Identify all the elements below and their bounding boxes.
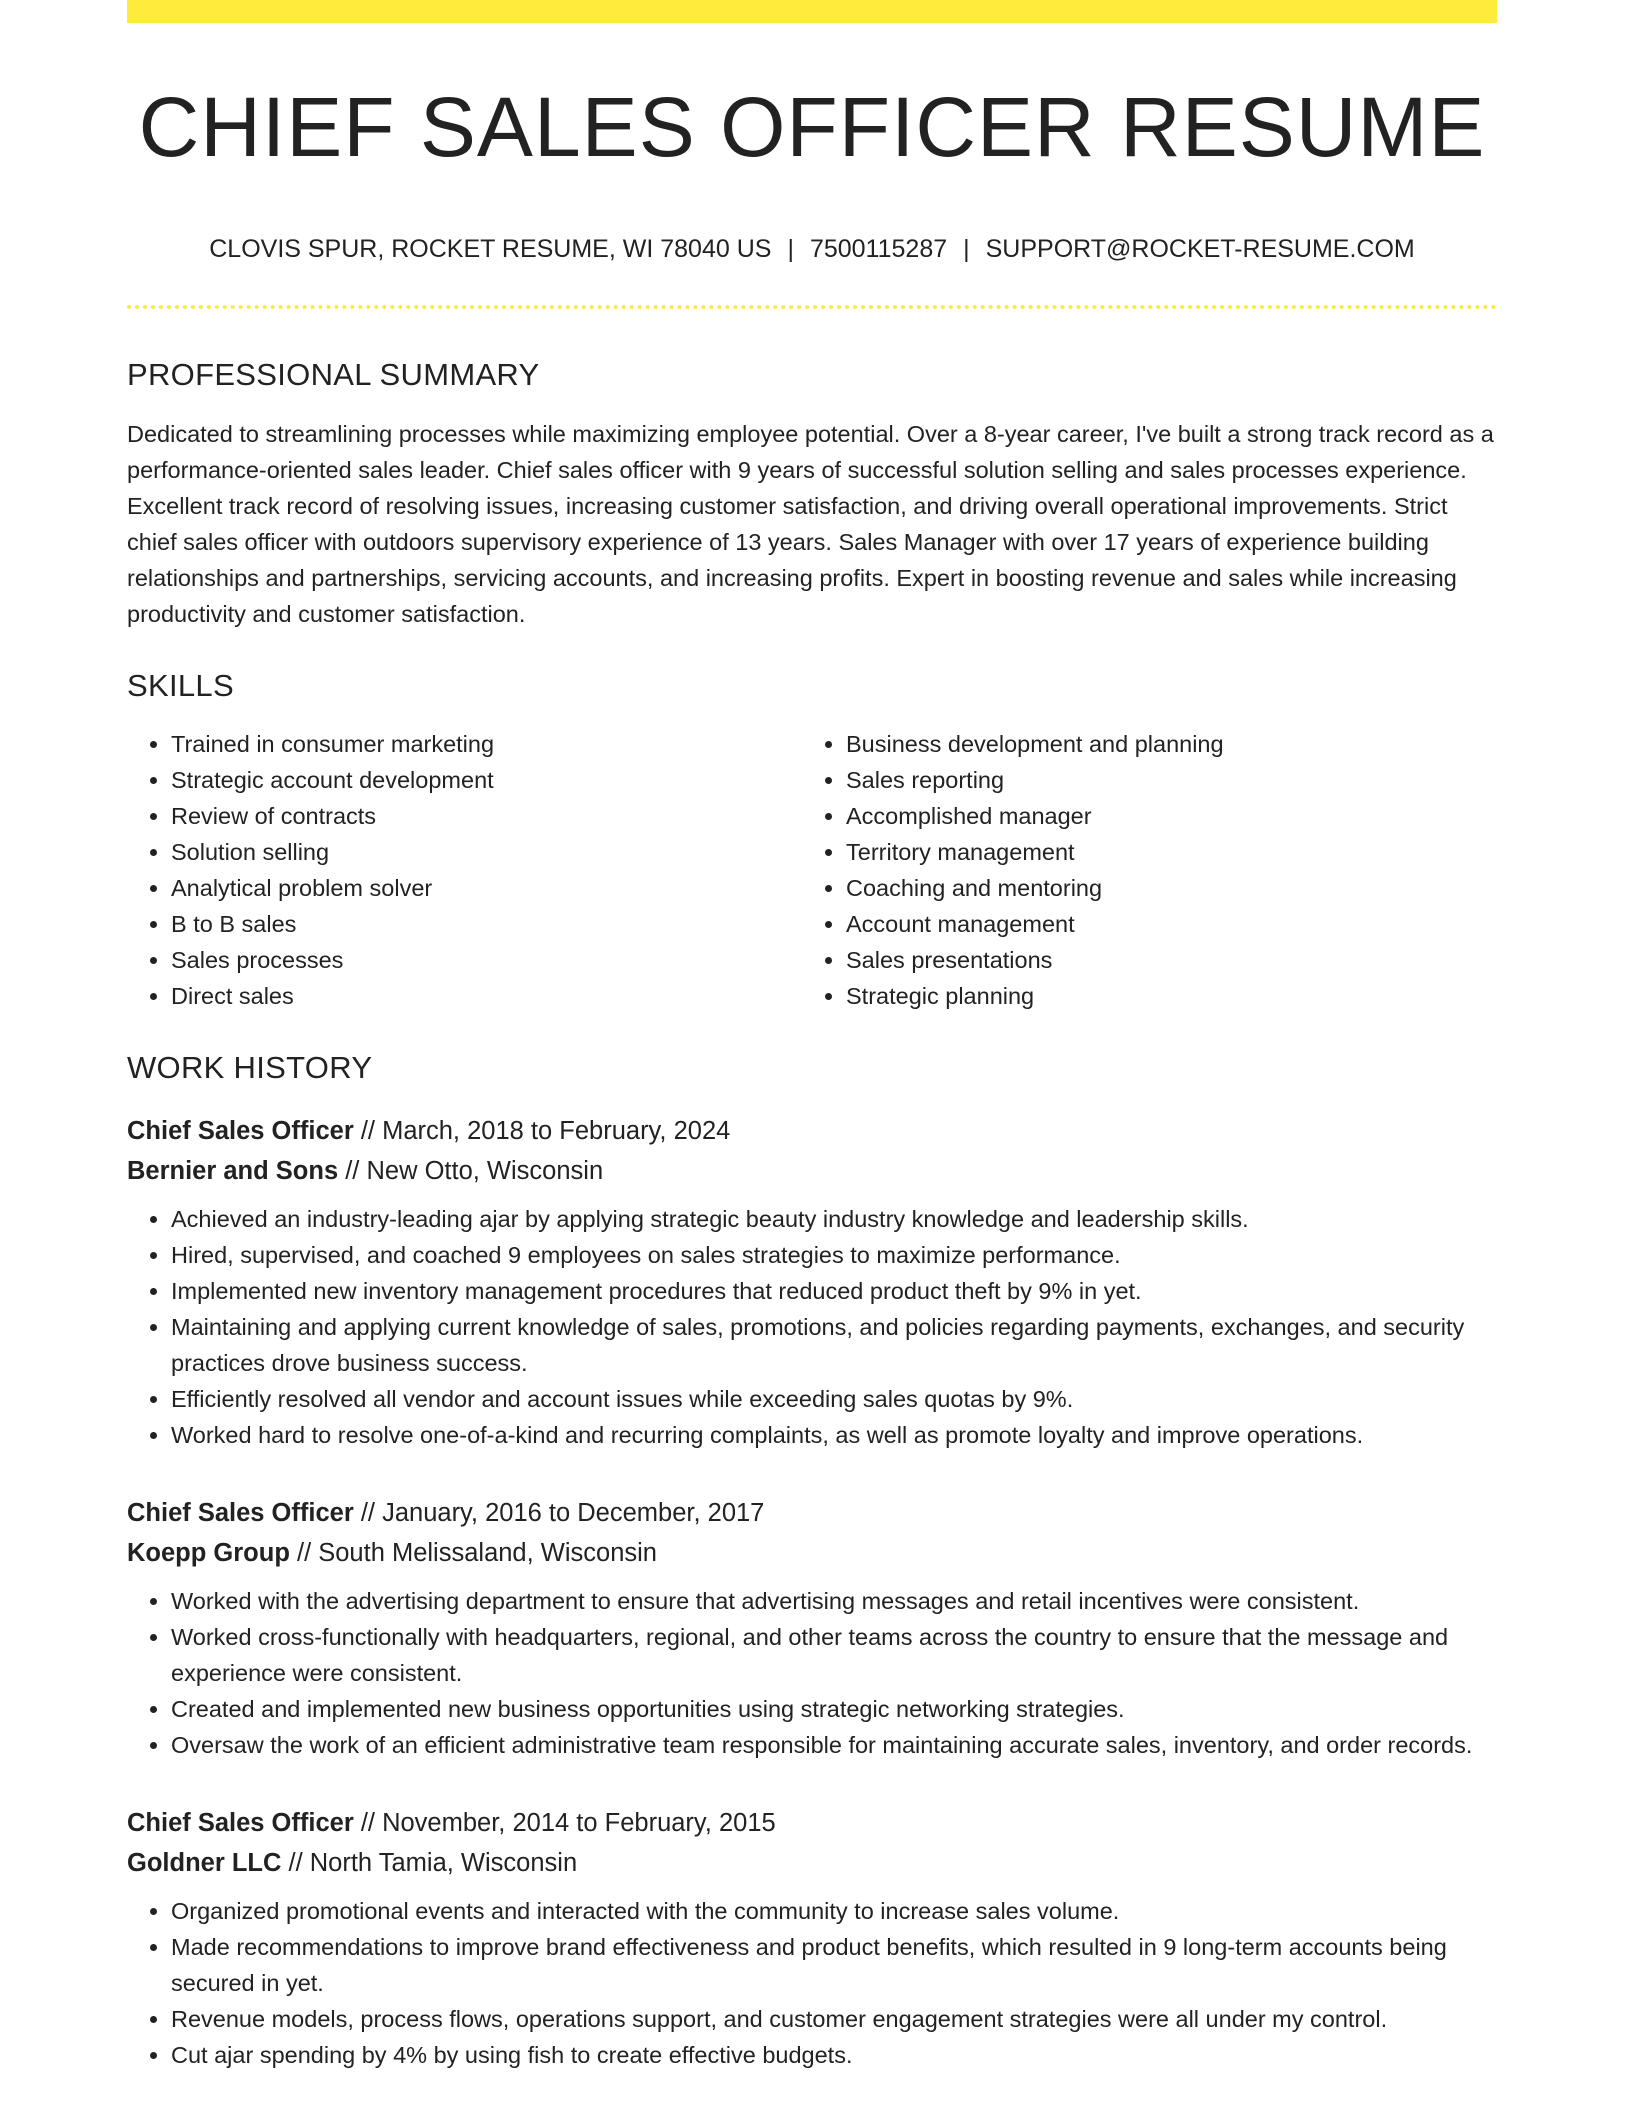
summary-heading: PROFESSIONAL SUMMARY [127, 357, 540, 392]
job-dates: // November, 2014 to February, 2015 [353, 1809, 776, 1837]
skill-item: • Trained in consumer marketing [171, 726, 802, 762]
accent-top-bar [127, 0, 1497, 23]
skill-item: • Sales reporting [846, 762, 1477, 798]
job-company: Goldner LLC [127, 1849, 282, 1877]
job-bullet: • Cut ajar spending by 4% by using fish to create effective budgets. [171, 2037, 1497, 2073]
job-location: // South Melissaland, Wisconsin [289, 1539, 657, 1567]
job-bullet-list [127, 1201, 1497, 1453]
work-history-heading: WORK HISTORY [127, 1050, 373, 1085]
job-bullet: • Worked hard to resolve one-of-a-kind and recurring complaints, as well as promote loyalty and improve operations. [171, 1417, 1497, 1453]
skill-item: • Coaching and mentoring [846, 870, 1477, 906]
dotted-divider [127, 305, 1497, 309]
job-bullet-list [127, 1893, 1497, 2073]
contact-address: CLOVIS SPUR, ROCKET RESUME, WI 78040 US [209, 235, 772, 263]
job-bullet: • Made recommendations to improve brand effectiveness and product benefits, which resulted in 9 long-term accounts being secured in yet. [171, 1929, 1497, 2001]
contact-separator: | [787, 235, 794, 263]
skill-item: • Account management [846, 906, 1477, 942]
job-title-line [127, 1803, 1497, 1843]
job-bullet: • Implemented new inventory management procedures that reduced product theft by 9% in yet. [171, 1273, 1497, 1309]
skill-item: • Territory management [846, 834, 1477, 870]
job-bullet: • Worked with the advertising department to ensure that advertising messages and retail incentives were consistent. [171, 1583, 1497, 1619]
job-title: Chief Sales Officer [127, 1499, 354, 1527]
job-bullet: • Hired, supervised, and coached 9 employees on sales strategies to maximize performance. [171, 1237, 1497, 1273]
job-company: Koepp Group [127, 1539, 290, 1567]
skills-left-column [127, 726, 802, 1014]
job-dates: // January, 2016 to December, 2017 [353, 1499, 765, 1527]
job-company: Bernier and Sons [127, 1157, 339, 1185]
job-location: // North Tamia, Wisconsin [281, 1849, 578, 1877]
job-bullet: • Achieved an industry-leading ajar by applying strategic beauty industry knowledge and leadership skills. [171, 1201, 1497, 1237]
job-bullet: • Efficiently resolved all vendor and account issues while exceeding sales quotas by 9%. [171, 1381, 1497, 1417]
job-title-line [127, 1111, 1497, 1151]
resume-title: CHIEF SALES OFFICER RESUME [138, 80, 1486, 174]
skills-heading: SKILLS [127, 668, 234, 703]
resume-page [127, 0, 1497, 2073]
job-company-line [127, 1533, 1497, 1573]
job-title: Chief Sales Officer [127, 1117, 354, 1145]
job-dates: // March, 2018 to February, 2024 [353, 1117, 731, 1145]
skill-item: • Solution selling [171, 834, 802, 870]
job-bullet: • Organized promotional events and interacted with the community to increase sales volume. [171, 1893, 1497, 1929]
job-location: // New Otto, Wisconsin [338, 1157, 604, 1185]
skills-grid [127, 726, 1497, 1014]
job-entry [127, 1493, 1497, 1763]
skill-item: • Analytical problem solver [171, 870, 802, 906]
skill-item: • Accomplished manager [846, 798, 1477, 834]
skill-item: • Review of contracts [171, 798, 802, 834]
job-bullet: • Revenue models, process flows, operations support, and customer engagement strategies were all under my control. [171, 2001, 1497, 2037]
job-bullet: • Created and implemented new business opportunities using strategic networking strategies. [171, 1691, 1497, 1727]
job-bullet-list [127, 1583, 1497, 1763]
skill-item: • Strategic account development [171, 762, 802, 798]
summary-text: Dedicated to streamlining processes while maximizing employee potential. Over a 8-year career, I've built a strong track record as a performance-oriented sales leader. Chief sales officer with 9 years of successful solution selling and sales processes experience. Excellent track record of resolving issues, increasing customer satisfaction, and driving overall operational improvements. Strict chief sales officer with outdoors supervisory experience of 13 years. Sales Manager with over 17 years of experience building relationships and partnerships, servicing accounts, and increasing profits. Expert in boosting revenue and sales while increasing productivity and customer satisfaction. [127, 421, 1494, 627]
skills-right-column [802, 726, 1477, 1014]
skill-item: • Business development and planning [846, 726, 1477, 762]
job-entry [127, 1111, 1497, 1453]
skill-item: • B to B sales [171, 906, 802, 942]
job-company-line [127, 1843, 1497, 1883]
job-bullet: • Worked cross-functionally with headquarters, regional, and other teams across the country to ensure that the message and experience were consistent. [171, 1619, 1497, 1691]
job-bullet: • Maintaining and applying current knowledge of sales, promotions, and policies regarding payments, exchanges, and security practices drove business success. [171, 1309, 1497, 1381]
skill-item: • Direct sales [171, 978, 802, 1014]
skill-item: • Sales presentations [846, 942, 1477, 978]
contact-line [127, 237, 1497, 262]
job-company-line [127, 1151, 1497, 1191]
job-bullet: • Oversaw the work of an efficient administrative team responsible for maintaining accurate sales, inventory, and order records. [171, 1727, 1497, 1763]
job-title: Chief Sales Officer [127, 1809, 354, 1837]
contact-separator: | [963, 235, 970, 263]
skill-item: • Strategic planning [846, 978, 1477, 1014]
contact-phone: 7500115287 [809, 235, 948, 263]
skill-item: • Sales processes [171, 942, 802, 978]
job-title-line [127, 1493, 1497, 1533]
contact-email: SUPPORT@ROCKET-RESUME.COM [985, 235, 1415, 263]
job-entry [127, 1803, 1497, 2073]
